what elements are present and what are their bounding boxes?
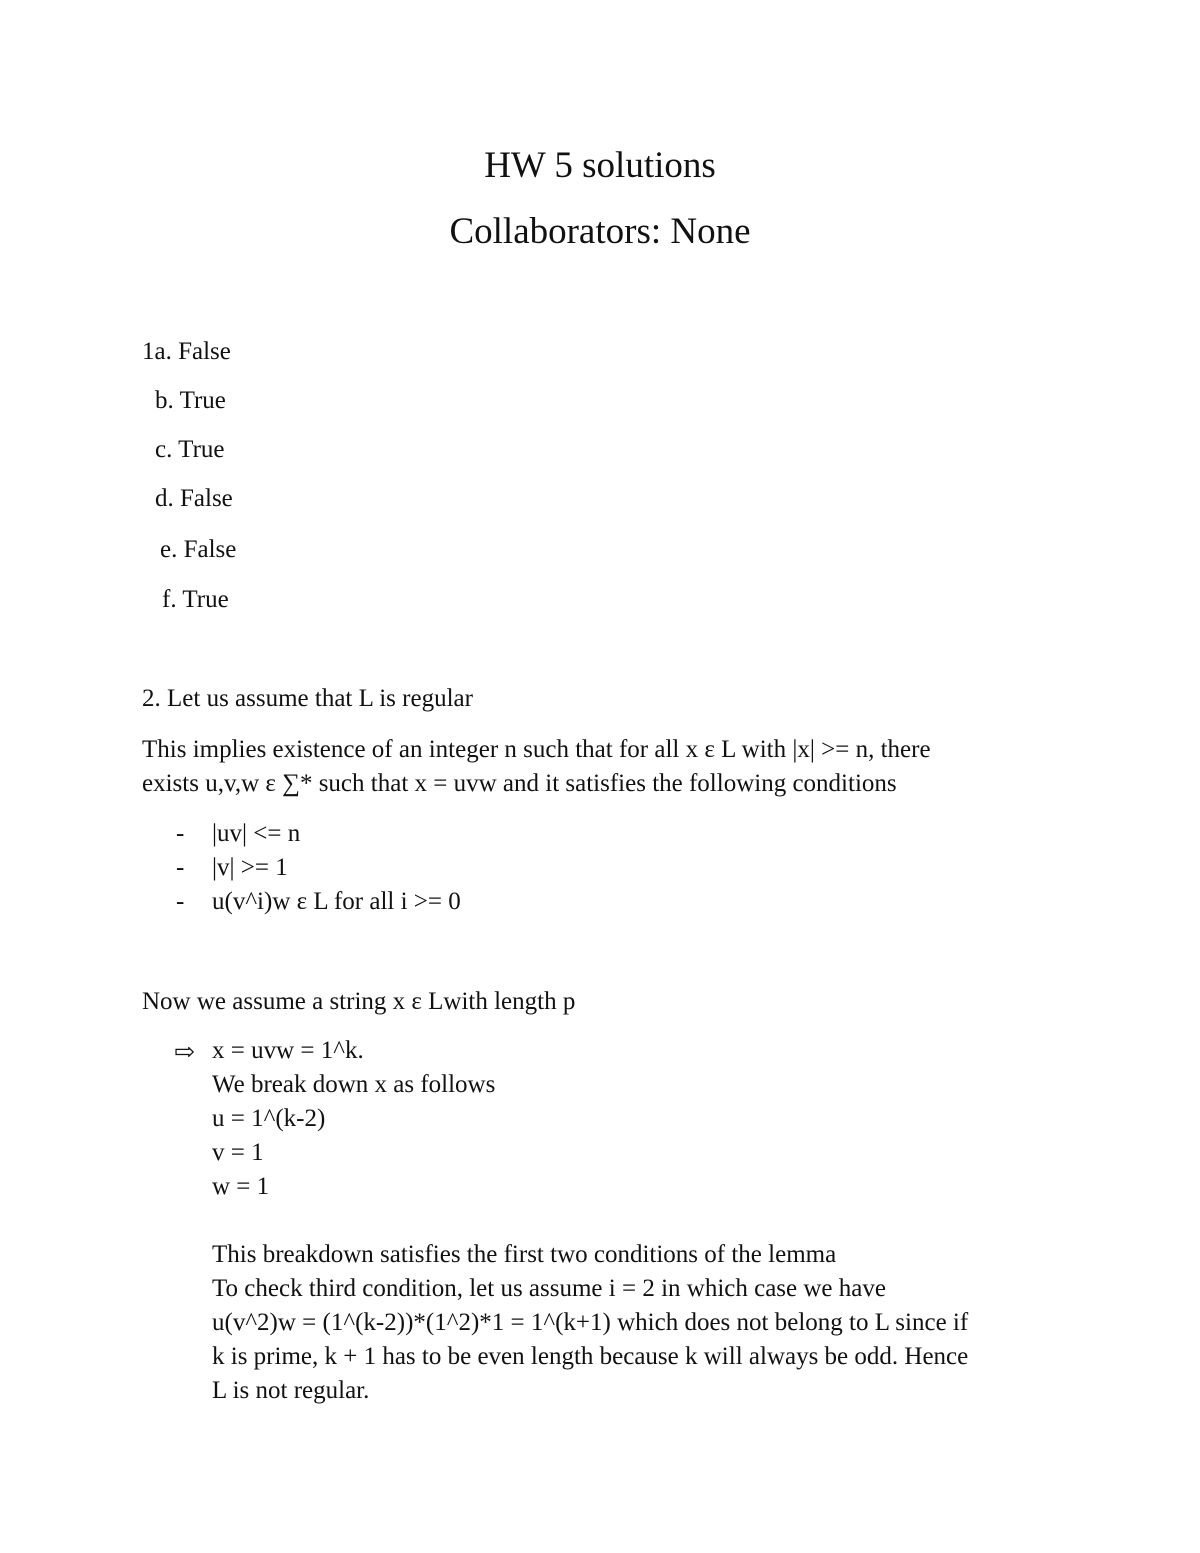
q1-item-answer: False — [180, 485, 233, 512]
q1-item-answer: True — [178, 436, 225, 463]
derivation-line: v = 1 — [212, 1139, 264, 1166]
derivation-line: We break down x as follows — [212, 1071, 496, 1098]
q1-item-label: b. — [155, 387, 174, 414]
bullet-dash: - — [176, 888, 185, 915]
q1-item-answer: False — [183, 536, 237, 563]
q1-item — [142, 338, 231, 366]
conclusion-line: This breakdown satisfies the first two conditions of the lemma — [212, 1241, 837, 1268]
q1-item-answer: True — [182, 586, 229, 613]
q1-item — [162, 586, 229, 614]
q2-implies-line: exists u,v,w ε ∑* such that x = uvw and it satisfies the following conditions — [142, 770, 897, 797]
conclusion-line: To check third condition, let us assume i = 2 in which case we have — [212, 1275, 886, 1302]
q1-item-answer: True — [179, 387, 226, 414]
q2-assume: Now we assume a string x ε Lwith length p — [142, 988, 576, 1015]
derivation-line: u = 1^(k-2) — [212, 1105, 326, 1132]
derivation-line: w = 1 — [212, 1173, 270, 1200]
conclusion-line: L is not regular. — [212, 1377, 370, 1404]
bullet-dash: - — [176, 820, 185, 847]
q1-item-label: 1a. — [142, 338, 172, 365]
q1-item-label: c. — [155, 436, 173, 463]
q1-item — [155, 436, 225, 464]
arrow-right-icon: ⇨ — [174, 1039, 195, 1066]
condition-item: u(v^i)w ε L for all i >= 0 — [212, 888, 461, 915]
page-title: HW 5 solutions — [484, 145, 716, 186]
q2-implies-line: This implies existence of an integer n such that for all x ε L with |x| >= n, there — [142, 736, 931, 763]
q1-item-label: f. — [162, 586, 177, 613]
conclusion-line: u(v^2)w = (1^(k-2))*(1^2)*1 = 1^(k+1) which does not belong to L since if — [212, 1309, 969, 1336]
conclusion-line: k is prime, k + 1 has to be even length because k will always be odd. Hence — [212, 1343, 969, 1370]
bullet-dash: - — [176, 854, 185, 881]
q2-intro: 2. Let us assume that L is regular — [142, 685, 473, 712]
q1-item-label: d. — [155, 485, 174, 512]
q1-item — [160, 536, 236, 564]
q1-item — [155, 387, 226, 415]
condition-item: |uv| <= n — [212, 820, 301, 847]
derivation-line: x = uvw = 1^k. — [212, 1037, 364, 1064]
q1-item-label: e. — [160, 536, 178, 563]
page-subtitle: Collaborators: None — [449, 211, 751, 252]
q1-item — [155, 485, 233, 513]
q1-item-answer: False — [178, 338, 231, 365]
condition-item: |v| >= 1 — [212, 854, 288, 881]
